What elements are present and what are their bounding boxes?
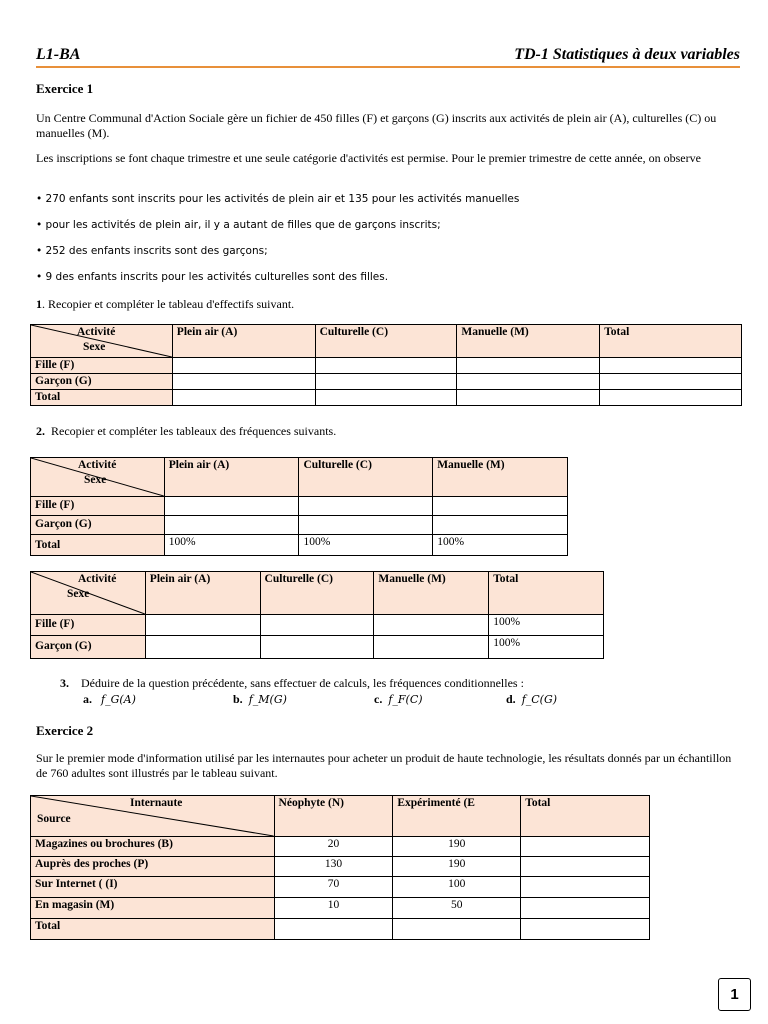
table3-col-header: Total xyxy=(489,572,604,615)
table4-col-header: Expérimenté (E xyxy=(393,796,521,837)
table3-cell xyxy=(374,636,489,659)
table1-cell xyxy=(172,390,315,406)
table1-cell xyxy=(172,374,315,390)
item-label: b. xyxy=(233,692,243,706)
bullet-4: • 9 des enfants inscrits pour les activités culturelles sont des filles. xyxy=(36,271,389,283)
question-2 xyxy=(36,424,336,439)
table3-cell: 100% xyxy=(489,636,604,659)
question-3-item-c xyxy=(374,692,423,707)
table1-cell xyxy=(315,390,457,406)
table2-cell: 100% xyxy=(164,535,299,556)
table4-cell-neophyte: 130 xyxy=(274,857,393,877)
table2-cell xyxy=(433,516,568,535)
table1-col-header: Culturelle (C) xyxy=(315,325,457,358)
table2-cell xyxy=(299,516,433,535)
table3-cell xyxy=(260,636,374,659)
frequency-table-by-column xyxy=(30,457,568,556)
table4-cell-neophyte: 10 xyxy=(274,898,393,919)
table1-row-header: Total xyxy=(31,390,173,406)
question-1-text: . Recopier et compléter le tableau d'effectifs suivant. xyxy=(42,297,295,311)
item-label: a. xyxy=(83,692,92,706)
table2-cell: 100% xyxy=(433,535,568,556)
question-2-text: Recopier et compléter les tableaux des fréquences suivants. xyxy=(51,424,337,438)
table3-col-header: Plein air (A) xyxy=(145,572,260,615)
table1-cell xyxy=(172,358,315,374)
question-3-text: Déduire de la question précédente, sans effectuer de calculs, les fréquences conditionnelles : xyxy=(81,676,524,690)
table3-cell xyxy=(145,636,260,659)
frequency-table-by-row xyxy=(30,571,604,659)
exercise-1-paragraph-2: Les inscriptions se font chaque trimestre et une seule catégorie d'activités est permise. Pour le premier trimestre de cette année, on observe xyxy=(36,151,701,165)
table4-col-header: Total xyxy=(521,796,650,837)
table4-cell-neophyte: 20 xyxy=(274,837,393,857)
table4-row-header: Total xyxy=(31,919,275,940)
bullet-1: • 270 enfants sont inscrits pour les activités de plein air et 135 pour les activités manuelles xyxy=(36,193,520,205)
table1-cell xyxy=(600,358,742,374)
table3-col-header: Culturelle (C) xyxy=(260,572,374,615)
exercise-2-paragraph: Sur le premier mode d'information utilisé par les internautes pour acheter un produit de haute technologie, les résultats donnés par un échantillon de 760 adultes sont illustrés par le tableau suivant. xyxy=(36,751,732,780)
table4-corner-bottom: Source xyxy=(37,813,71,825)
table4-cell-total xyxy=(521,837,650,857)
table2-col-header: Plein air (A) xyxy=(164,458,299,497)
item-expression: f_G(A) xyxy=(101,693,136,706)
table3-row-header: Fille (F) xyxy=(31,615,146,636)
item-expression: f_C(G) xyxy=(521,693,558,706)
table4-row-header: Magazines ou brochures (B) xyxy=(31,837,275,857)
table4-cell-experimente: 50 xyxy=(393,898,521,919)
page-number: 1 xyxy=(718,978,751,1011)
table4-col-header: Néophyte (N) xyxy=(274,796,393,837)
table2-cell xyxy=(433,497,568,516)
bullet-2: • pour les activités de plein air, il y a autant de filles que de garçons inscrits; xyxy=(36,219,441,231)
table1-col-header: Total xyxy=(600,325,742,358)
table3-cell xyxy=(145,615,260,636)
table1-corner-cell xyxy=(31,325,173,358)
table1-row-header: Fille (F) xyxy=(31,358,173,374)
table4-row-header: En magasin (M) xyxy=(31,898,275,919)
question-1-number: 1 xyxy=(36,297,42,311)
table4-cell-experimente: 190 xyxy=(393,857,521,877)
table2-corner-bottom: Sexe xyxy=(84,474,107,486)
internaute-source-table xyxy=(30,795,650,940)
effectifs-table xyxy=(30,324,742,406)
table2-cell xyxy=(164,516,299,535)
question-1 xyxy=(36,297,294,312)
table1-cell xyxy=(600,390,742,406)
question-2-number: 2. xyxy=(36,424,45,438)
table3-cell xyxy=(260,615,374,636)
table2-col-header: Manuelle (M) xyxy=(433,458,568,497)
exercise-2-title: Exercice 2 xyxy=(36,723,94,738)
table2-cell xyxy=(164,497,299,516)
table1-cell xyxy=(315,358,457,374)
table4-corner-top: Internaute xyxy=(130,797,183,809)
table1-col-header: Plein air (A) xyxy=(172,325,315,358)
table2-row-header: Total xyxy=(31,535,165,556)
table1-corner-top: Activité xyxy=(77,326,116,338)
table1-col-header: Manuelle (M) xyxy=(457,325,600,358)
table1-cell xyxy=(457,374,600,390)
course-code: L1-BA xyxy=(36,46,81,63)
exercise-1-title: Exercice 1 xyxy=(36,81,94,96)
table4-row-header: Auprès des proches (P) xyxy=(31,857,275,877)
question-3-item-b xyxy=(233,692,287,707)
item-label: d. xyxy=(506,692,516,706)
question-3 xyxy=(60,676,524,691)
table4-cell-total xyxy=(521,919,650,940)
table4-cell-neophyte xyxy=(274,919,393,940)
page-header xyxy=(36,46,740,68)
table4-cell-experimente: 190 xyxy=(393,837,521,857)
table1-cell xyxy=(315,374,457,390)
bullet-3: • 252 des enfants inscrits sont des garçons; xyxy=(36,245,268,257)
document-title: TD-1 Statistiques à deux variables xyxy=(514,46,740,63)
question-3-number: 3. xyxy=(60,676,69,690)
table3-corner-top: Activité xyxy=(78,573,117,585)
table4-cell-total xyxy=(521,857,650,877)
table2-cell xyxy=(299,497,433,516)
question-3-item-a xyxy=(83,692,136,707)
table3-cell xyxy=(374,615,489,636)
table2-cell: 100% xyxy=(299,535,433,556)
table4-row-header: Sur Internet ( (I) xyxy=(31,877,275,898)
table1-corner-bottom: Sexe xyxy=(83,341,106,353)
table1-row-header: Garçon (G) xyxy=(31,374,173,390)
table4-cell-experimente: 100 xyxy=(393,877,521,898)
table4-cell-total xyxy=(521,877,650,898)
table3-cell: 100% xyxy=(489,615,604,636)
table3-corner-bottom: Sexe xyxy=(67,588,90,600)
table4-cell-neophyte: 70 xyxy=(274,877,393,898)
exercise-1-paragraph-1: Un Centre Communal d'Action Sociale gère un fichier de 450 filles (F) et garçons (G) inscrits aux activités de plein air (A), culturelles (C) ou manuelles (M). xyxy=(36,111,717,140)
table3-row-header: Garçon (G) xyxy=(31,636,146,659)
table2-row-header: Fille (F) xyxy=(31,497,165,516)
table2-corner-top: Activité xyxy=(78,459,117,471)
table1-cell xyxy=(457,358,600,374)
table1-cell xyxy=(600,374,742,390)
table4-cell-experimente xyxy=(393,919,521,940)
table2-corner-cell xyxy=(31,458,165,497)
table4-corner-cell xyxy=(31,796,275,837)
item-expression: f_M(G) xyxy=(248,693,287,706)
table4-cell-total xyxy=(521,898,650,919)
question-3-item-d xyxy=(506,692,557,707)
item-expression: f_F(C) xyxy=(388,693,423,706)
table2-row-header: Garçon (G) xyxy=(31,516,165,535)
table1-cell xyxy=(457,390,600,406)
item-label: c. xyxy=(374,692,383,706)
table3-corner-cell xyxy=(31,572,146,615)
table2-col-header: Culturelle (C) xyxy=(299,458,433,497)
table3-col-header: Manuelle (M) xyxy=(374,572,489,615)
